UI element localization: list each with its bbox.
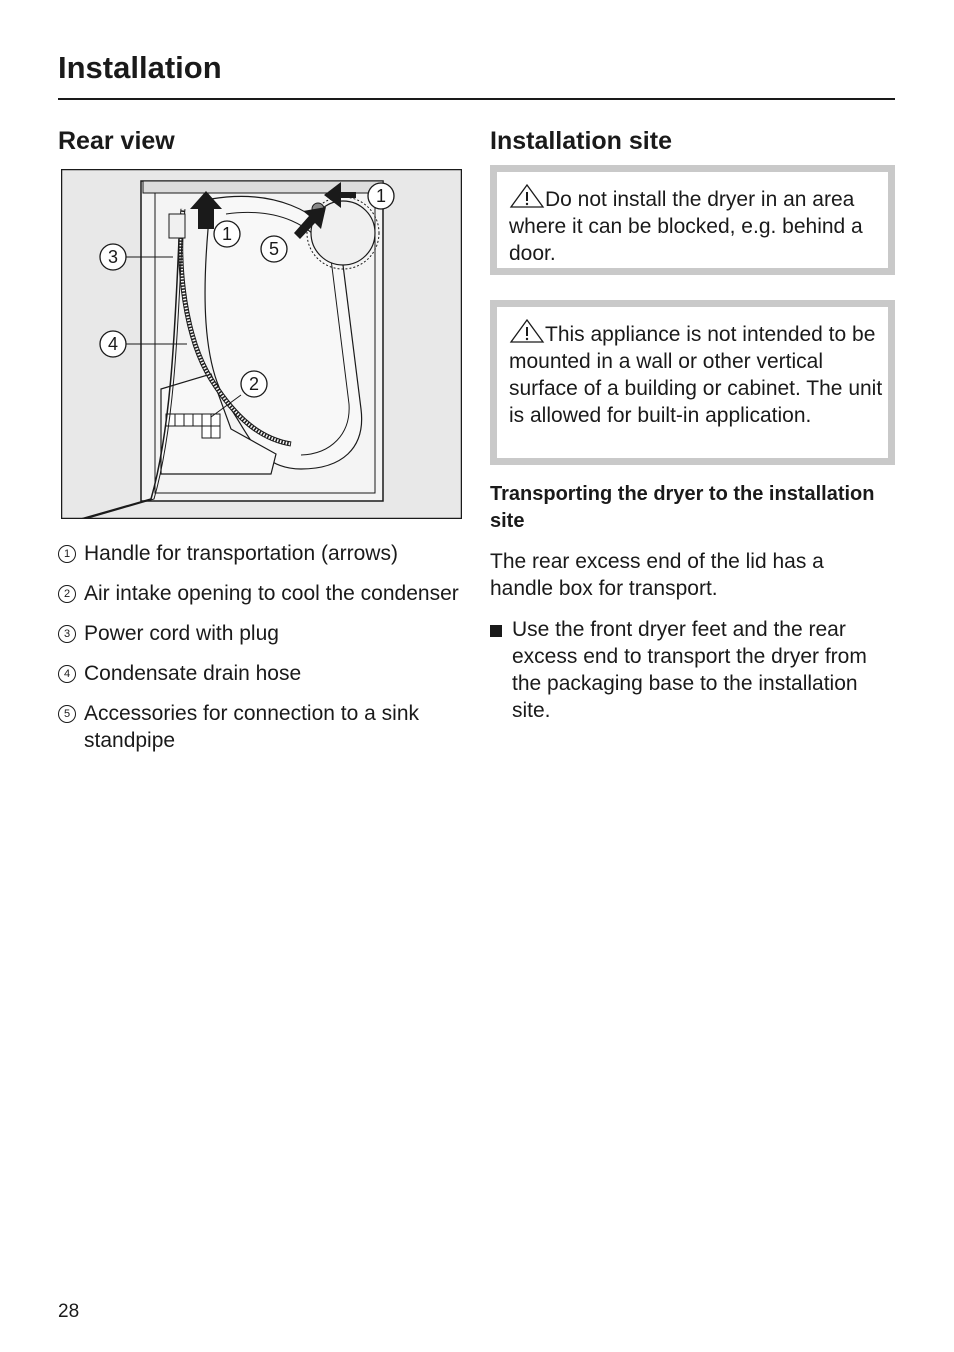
legend-item xyxy=(58,700,468,754)
square-bullet-icon xyxy=(490,625,502,637)
legend-text: Air intake opening to cool the condenser xyxy=(84,582,459,605)
legend-number: 4 xyxy=(58,665,76,683)
callout-3: 3 xyxy=(107,247,119,267)
callout-2: 2 xyxy=(248,374,260,394)
legend-item xyxy=(58,620,468,647)
legend-item xyxy=(58,540,468,567)
warning-text: Do not install the dryer in an area where it can be blocked, e.g. behind a door. xyxy=(509,188,863,265)
warning-triangle-icon xyxy=(509,184,545,208)
legend-item xyxy=(58,580,468,607)
callout-5: 5 xyxy=(268,239,280,259)
legend-number: 2 xyxy=(58,585,76,603)
rear-view-legend xyxy=(58,540,468,767)
legend-text: Condensate drain hose xyxy=(84,662,302,685)
warning-box-mounting xyxy=(490,300,895,465)
transport-subheading: Transporting the dryer to the installation site xyxy=(490,483,875,532)
warning-box-blocked xyxy=(490,165,895,275)
installation-site-heading: Installation site xyxy=(490,127,672,155)
legend-text: Power cord with plug xyxy=(84,622,279,645)
legend-item xyxy=(58,660,468,687)
bullet-text: Use the front dryer feet and the rear excess end to transport the dryer from the packaging base to the installation site. xyxy=(512,618,867,722)
callout-4: 4 xyxy=(107,334,119,354)
legend-number: 3 xyxy=(58,625,76,643)
warning-text: This appliance is not intended to be mounted in a wall or other vertical surface of a building or cabinet. The unit is allowed for built-in application. xyxy=(509,323,883,427)
legend-text: Handle for transportation (arrows) xyxy=(84,542,398,565)
legend-number: 5 xyxy=(58,705,76,723)
rear-view-illustration xyxy=(61,169,462,519)
rear-view-heading: Rear view xyxy=(58,127,175,155)
legend-number: 1 xyxy=(58,545,76,563)
warning-triangle-icon xyxy=(509,319,545,343)
page-number: 28 xyxy=(58,1301,80,1322)
callout-1-right: 1 xyxy=(375,186,387,206)
callout-1-left: 1 xyxy=(221,224,233,244)
transport-paragraph: The rear excess end of the lid has a handle box for transport. xyxy=(490,550,824,600)
title-rule xyxy=(58,98,895,100)
legend-text: Accessories for connection to a sink standpipe xyxy=(84,702,419,752)
page-title: Installation xyxy=(58,50,222,85)
